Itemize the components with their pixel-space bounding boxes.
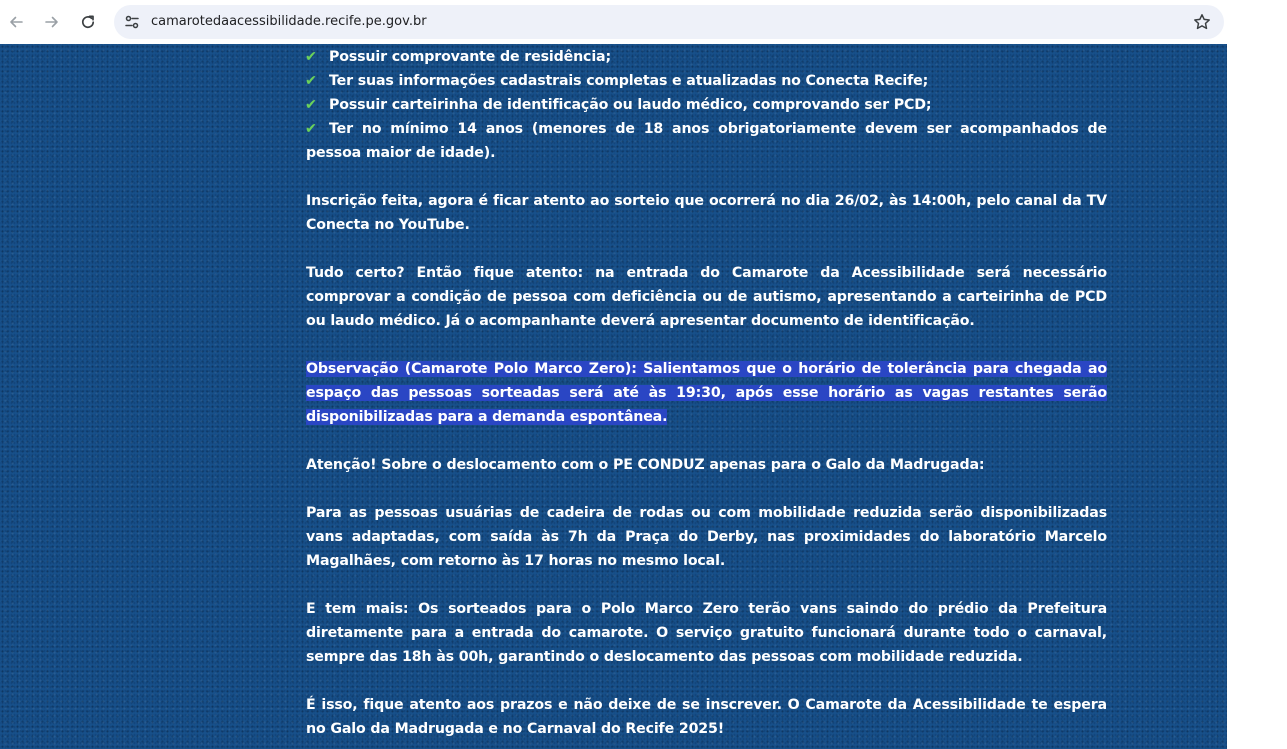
browser-toolbar bbox=[0, 0, 1287, 44]
check-icon: ✔ bbox=[305, 121, 317, 137]
paragraph-observacao bbox=[306, 357, 1107, 429]
requirement-text: Possuir comprovante de residência; bbox=[329, 49, 611, 65]
reload-button[interactable] bbox=[74, 8, 102, 36]
back-button[interactable] bbox=[2, 8, 30, 36]
paragraph-cadeira: Para as pessoas usuárias de cadeira de rodas ou com mobilidade reduzida serão disponibilizadas vans adaptadas, com saída às 7h da Praça do Derby, nas proximidades do laboratório Marcelo Magalhães, com retorno às 17 horas no mesmo local. bbox=[306, 505, 1107, 569]
url-text[interactable]: camarotedaacessibilidade.recife.pe.gov.br bbox=[151, 14, 427, 29]
check-icon: ✔ bbox=[305, 97, 317, 113]
selected-text: Observação (Camarote Polo Marco Zero): Salientamos que o horário de tolerância para chegada ao espaço das pessoas sorteadas será até às 19:30, após esse horário as vagas restantes serão disponibilizadas para a demanda espontânea. bbox=[306, 361, 1107, 425]
list-item bbox=[306, 69, 1107, 93]
check-icon: ✔ bbox=[305, 49, 317, 65]
requirements-list bbox=[306, 45, 1107, 165]
page-content bbox=[0, 44, 1227, 749]
arrow-right-icon bbox=[44, 14, 60, 30]
article-body bbox=[306, 45, 1107, 749]
reload-icon bbox=[80, 14, 96, 30]
forward-button[interactable] bbox=[38, 8, 66, 36]
list-item bbox=[306, 45, 1107, 69]
arrow-left-icon bbox=[8, 14, 24, 30]
requirement-text: Ter no mínimo 14 anos (menores de 18 anos obrigatoriamente devem ser acompanhados de pessoa maior de idade). bbox=[306, 121, 1107, 161]
paragraph-e-isso: É isso, fique atento aos prazos e não deixe de se inscrever. O Camarote da Acessibilidade te espera no Galo da Madrugada e no Carnaval do Recife 2025! bbox=[306, 697, 1107, 737]
list-item bbox=[306, 117, 1107, 165]
address-bar[interactable] bbox=[114, 5, 1224, 39]
requirement-text: Ter suas informações cadastrais completas e atualizadas no Conecta Recife; bbox=[329, 73, 929, 89]
check-icon: ✔ bbox=[305, 73, 317, 89]
paragraph-tem-mais: E tem mais: Os sorteados para o Polo Marco Zero terão vans saindo do prédio da Prefeitura diretamente para a entrada do camarote. O serviço gratuito funcionará durante todo o carnaval, sempre das 18h às 00h, garantindo o deslocamento das pessoas com mobilidade reduzida. bbox=[306, 601, 1107, 665]
requirement-text: Possuir carteirinha de identificação ou laudo médico, comprovando ser PCD; bbox=[329, 97, 932, 113]
site-info-button[interactable] bbox=[120, 10, 144, 34]
star-icon bbox=[1193, 13, 1211, 31]
paragraph-atencao: Atenção! Sobre o deslocamento com o PE CONDUZ apenas para o Galo da Madrugada: bbox=[306, 457, 985, 473]
tune-icon bbox=[124, 14, 140, 30]
list-item bbox=[306, 93, 1107, 117]
bookmark-button[interactable] bbox=[1192, 12, 1212, 32]
paragraph-tudo-certo: Tudo certo? Então fique atento: na entrada do Camarote da Acessibilidade será necessário comprovar a condição de pessoa com deficiência ou de autismo, apresentando a carteirinha de PCD ou laudo médico. Já o acompanhante deverá apresentar documento de identificação. bbox=[306, 265, 1107, 329]
paragraph-inscricao: Inscrição feita, agora é ficar atento ao sorteio que ocorrerá no dia 26/02, às 14:00h, pelo canal da TV Conecta no YouTube. bbox=[306, 193, 1107, 233]
